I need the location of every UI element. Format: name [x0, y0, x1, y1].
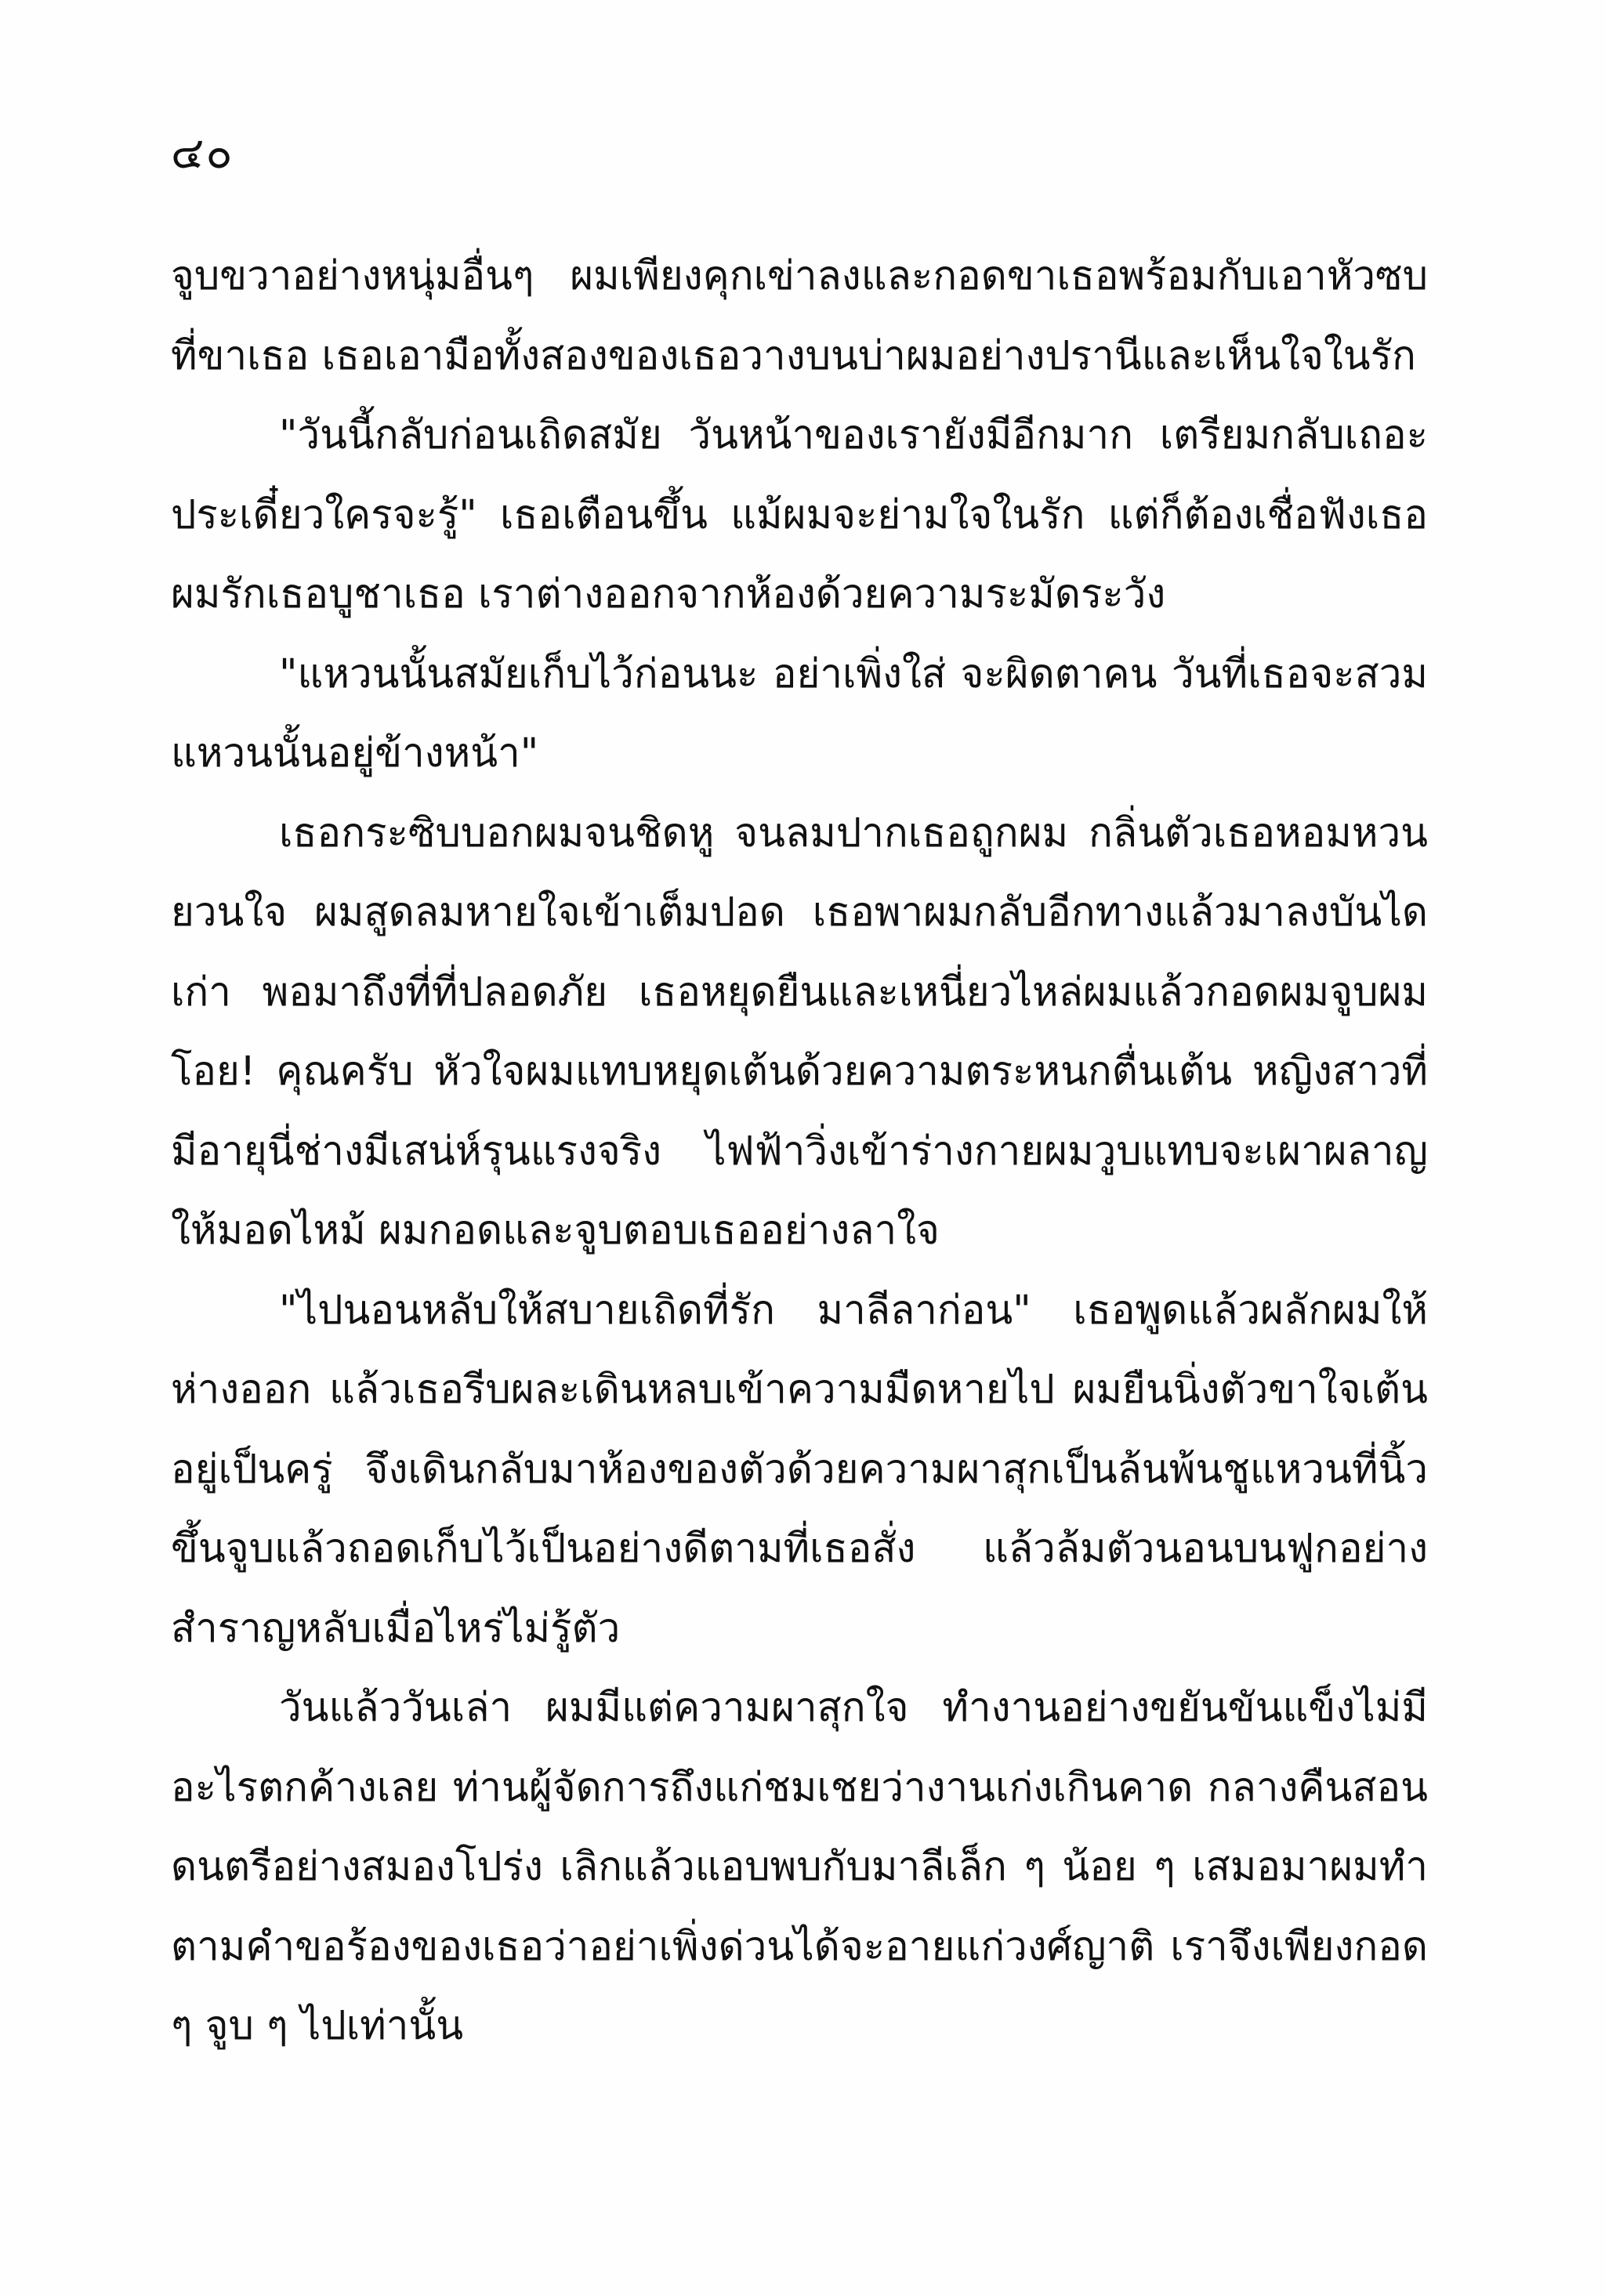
paragraph-whisper-embrace: เธอกระซิบบอกผมจนชิดหู จนลมปากเธอถูกผม กลิ่นตัวเธอหอมหวนยวนใจ ผมสูดลมหายใจเข้าเต็มปอด เธอพาผมกลับอีกทางแล้วมาลงบันไดเก่า พอมาถึงที่ที่ปลอดภัย เธอหยุดยืนและเหนี่ยวไหล่ผมแล้วกอดผมจูบผม โอย! คุณครับ หัวใจผมแทบหยุดเต้นด้วยความตระหนกตื่นเต้น หญิงสาวที่มีอายุนี่ช่างมีเสน่ห์รุนแรงจริง ไฟฟ้าวิ่งเข้าร่างกายผมวูบแทบจะเผาผลาญให้มอดไหม้ ผมกอดและจูบตอบเธออย่างลาใจ [171, 809, 1428, 1254]
paragraph-continuation: จูบขวาอย่างหนุ่มอื่นๆ ผมเพียงคุกเข่าลงและกอดขาเธอพร้อมกับเอาหัวซบที่ขาเธอ เธอเอามือทั้งสองของเธอวางบนบ่าผมอย่างปรานีและเห็นใจในรัก [171, 253, 1428, 379]
body-text [171, 237, 1428, 2066]
paragraph-dialogue-return: "วันนี้กลับก่อนเถิดสมัย วันหน้าของเรายังมีอีกมาก เตรียมกลับเถอะประเดี๋ยวใครจะรู้" เธอเตือนขึ้น แม้ผมจะย่ามใจในรัก แต่ก็ต้องเชื่อฟังเธอ ผมรักเธอบูชาเธอ เราต่างออกจากห้องด้วยความระมัดระวัง [171, 412, 1428, 617]
paragraph-days-pass: วันแล้ววันเล่า ผมมีแต่ความผาสุกใจ ทำงานอย่างขยันขันแข็งไม่มีอะไรตกค้างเลย ท่านผู้จัดการถึงแก่ชมเชยว่างานเก่งเกินคาด กลางคืนสอนดนตรีอย่างสมองโปร่ง เลิกแล้วแอบพบกับมาลีเล็ก ๆ น้อย ๆ เสมอมาผมทำตามคำขอร้องของเธอว่าอย่าเพิ่งด่วนได้จะอายแก่วงศ์ญาติ เราจึงเพียงกอด ๆ จูบ ๆ ไปเท่านั้น [171, 1685, 1428, 2049]
paragraph-farewell: "ไปนอนหลับให้สบายเถิดที่รัก มาลีลาก่อน" เธอพูดแล้วผลักผมให้ห่างออก แล้วเธอรีบผละเดินหลบเข้าความมืดหายไป ผมยืนนิ่งตัวขาใจเต้นอยู่เป็นครู่ จึงเดินกลับมาห้องของตัวด้วยความผาสุกเป็นล้นพ้นชูแหวนที่นิ้วขึ้นจูบแล้วถอดเก็บไว้เป็นอย่างดีตามที่เธอสั่ง แล้วล้มตัวนอนบนฟูกอย่างสำราญหลับเมื่อไหร่ไม่รู้ตัว [171, 1287, 1428, 1652]
page-number: ๔๐ [171, 128, 234, 179]
paragraph-dialogue-ring: "แหวนนั้นสมัยเก็บไว้ก่อนนะ อย่าเพิ่งใส่ จะผิดตาคน วันที่เธอจะสวมแหวนนั้นอยู่ข้างหน้า" [171, 650, 1428, 777]
